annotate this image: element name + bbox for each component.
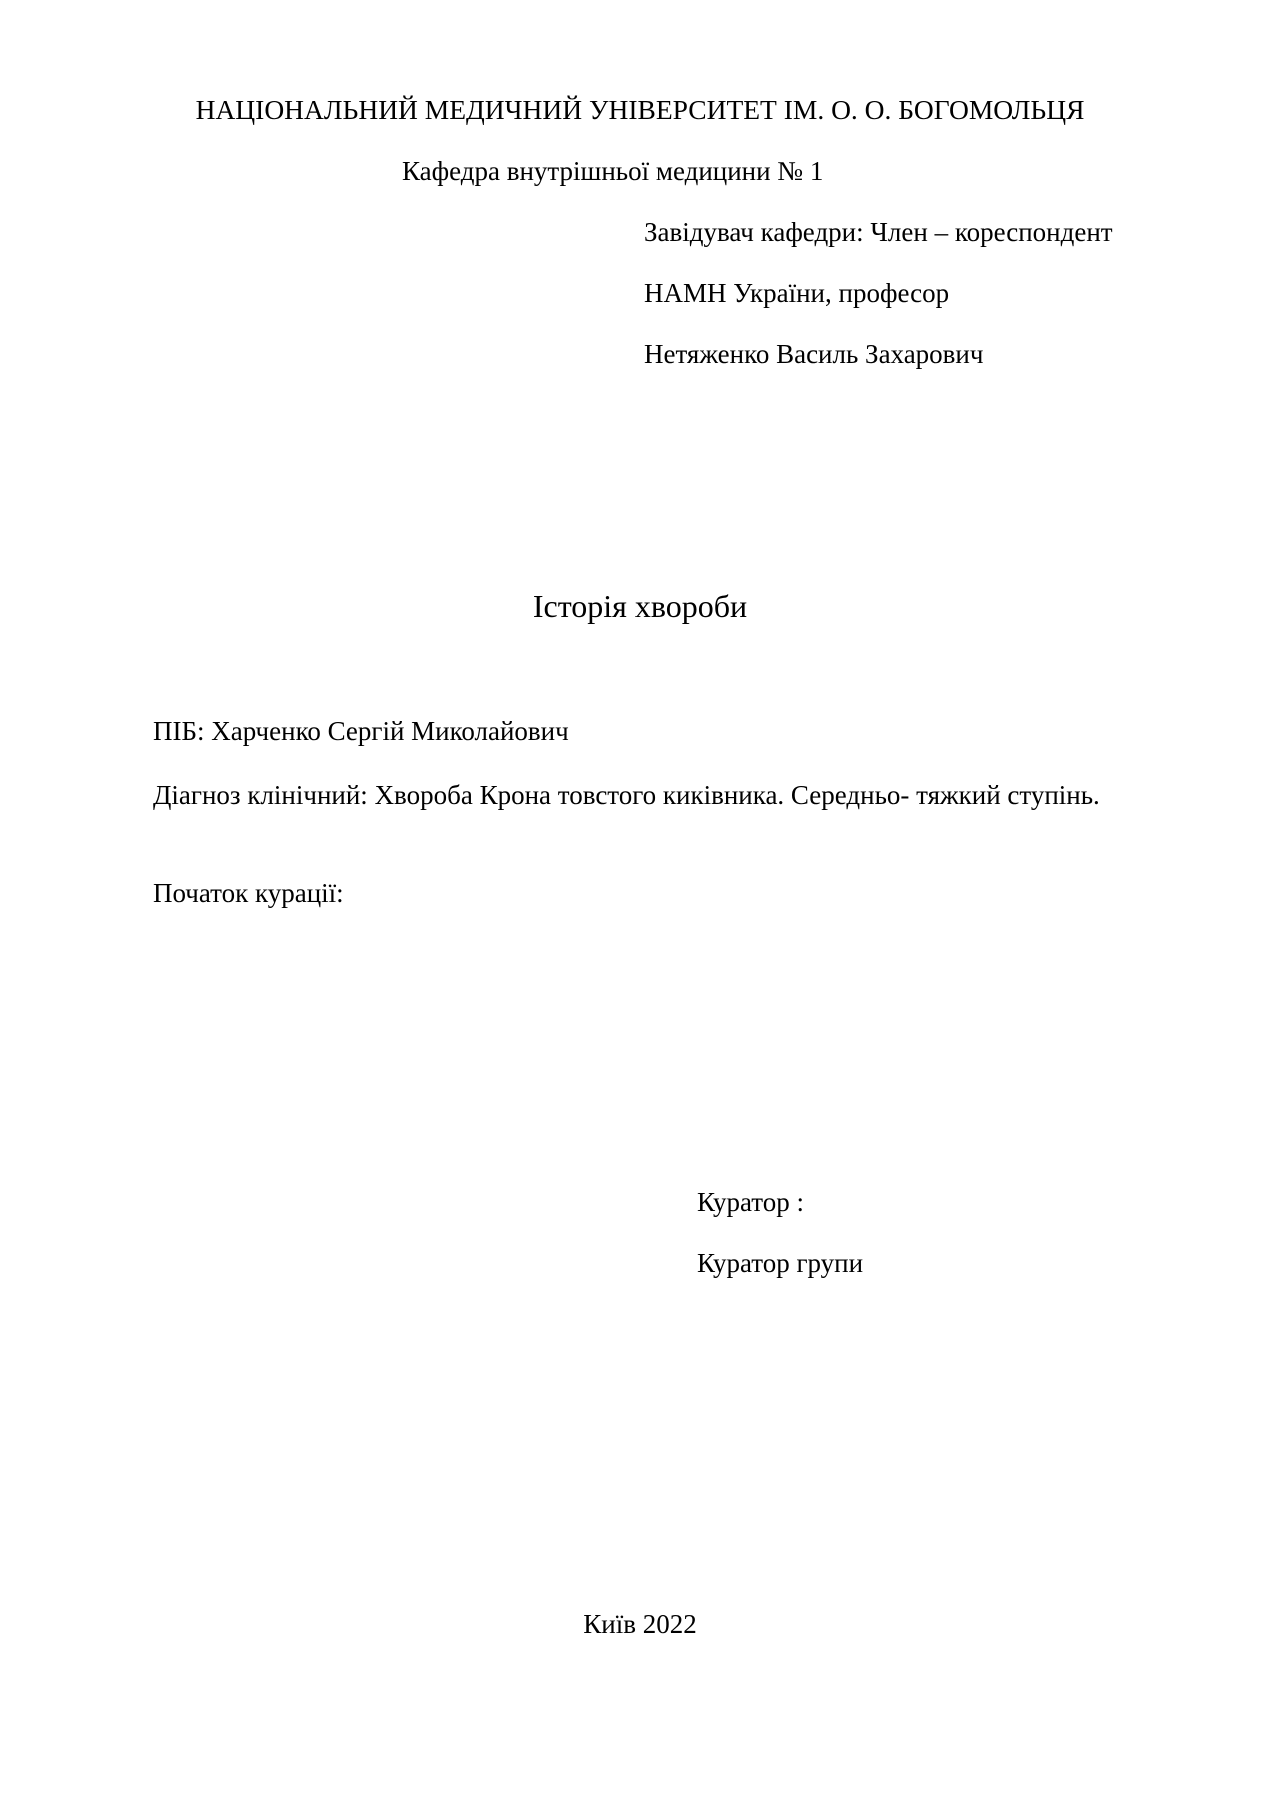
curation-start: Початок курації: bbox=[153, 878, 344, 908]
patient-name: ПІБ: Харченко Сергій Миколайович bbox=[153, 716, 569, 746]
curator-label: Куратор : bbox=[697, 1187, 804, 1217]
department-name: Кафедра внутрішньої медицини № 1 bbox=[402, 156, 824, 186]
head-of-department-name: Нетяженко Василь Захарович bbox=[644, 339, 984, 369]
head-of-department-line-2: НАМН України, професор bbox=[644, 278, 950, 308]
document-title: Історія хвороби bbox=[532, 588, 748, 624]
clinical-diagnosis: Діагноз клінічний: Хвороба Крона товстого киківника. Середньо- тяжкий ступінь. bbox=[153, 780, 1100, 810]
city-year: Київ 2022 bbox=[583, 1609, 697, 1639]
head-of-department-line-1: Завідувач кафедри: Член – кореспондент bbox=[644, 217, 1113, 247]
university-name: НАЦІОНАЛЬНИЙ МЕДИЧНИЙ УНІВЕРСИТЕТ ІМ. О. О. БОГОМОЛЬЦЯ bbox=[195, 94, 1085, 125]
group-curator-label: Куратор групи bbox=[697, 1248, 864, 1278]
